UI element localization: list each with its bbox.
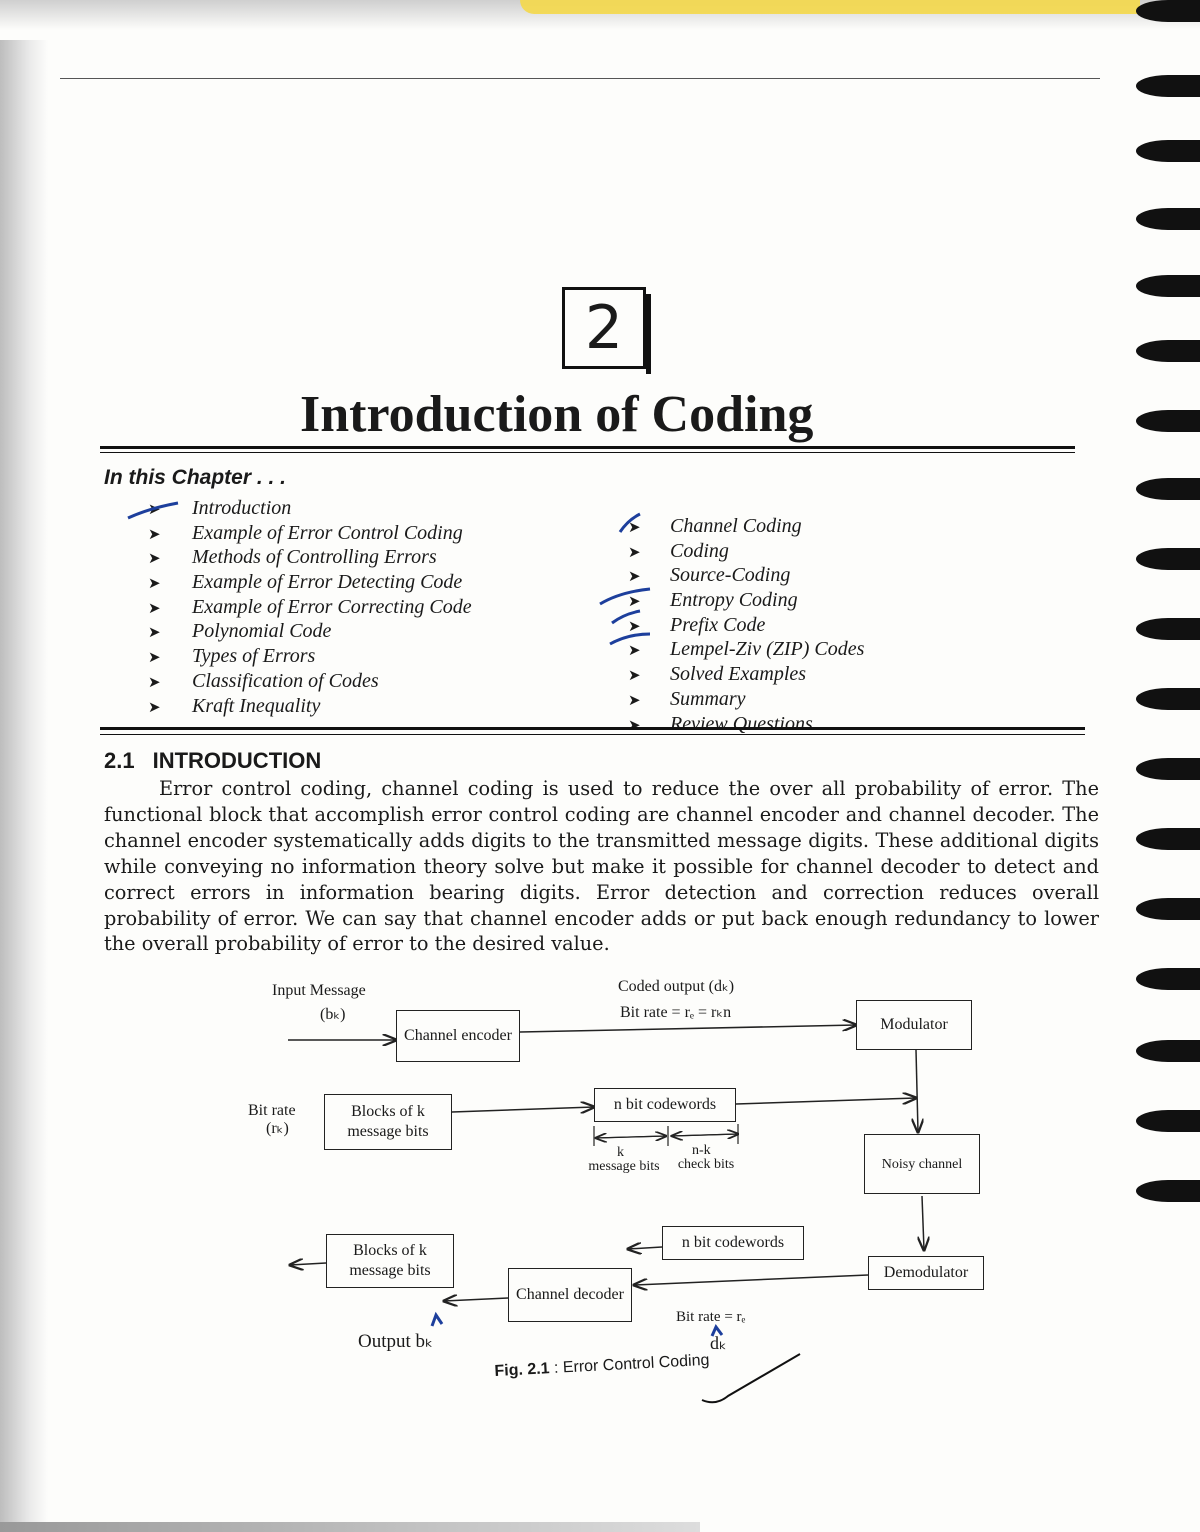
- arrow-bullet-icon: ➤: [628, 594, 641, 611]
- input-symbol-label: (bₖ): [320, 1006, 346, 1023]
- toc-item: ➤ Lempel-Ziv (ZIP) Codes: [628, 637, 864, 662]
- arrow-demodulator-decoder: [634, 1275, 868, 1285]
- input-message-label: Input Message: [272, 982, 366, 999]
- section-paragraph: Error control coding, channel coding is used to reduce the over all probability of error. The functional block that accomplish error control coding are channel encoder and channel decoder. The channel encoder systematically adds digits to the transmitted message digits. These additional digits while conveying no information theory solve but make it possible for channel decoder to detect and correct errors in information bearing digits. Error detection and correction reduces overall probability of error. We can say that channel encoder adds or put back enough redundancy to lower the overall probability of error to the desired value.: [104, 777, 1099, 956]
- toc-item: ➤ Polynomial Code: [148, 619, 472, 644]
- toc-item: ➤ Example of Error Control Coding: [148, 521, 472, 546]
- arrow-noisy-demodulator: [922, 1196, 924, 1250]
- bit-rate-left-symbol: (rₖ): [266, 1120, 289, 1137]
- arrow-encoder-modulator: [520, 1025, 856, 1032]
- toc-item: ➤ Source-Coding: [628, 563, 864, 588]
- message-bits-label: message bits: [588, 1159, 660, 1174]
- codewords-bottom-box: n bit codewords: [662, 1226, 804, 1260]
- check-bits-label: check bits: [677, 1157, 735, 1172]
- demodulator-box: Demodulator: [868, 1256, 984, 1290]
- blocks-top-box: Blocks of k message bits: [324, 1094, 452, 1150]
- arrow-bullet-icon: ➤: [148, 625, 161, 642]
- section-title: INTRODUCTION: [152, 748, 322, 773]
- toc-item: ➤ Introduction: [148, 496, 472, 521]
- figure-caption-label: Fig. 2.1: [494, 1360, 550, 1381]
- toc-item: ➤ Entropy Coding: [628, 588, 864, 613]
- bit-rate-bottom-label: Bit rate = rₑ: [676, 1309, 746, 1325]
- toc-item: ➤ Methods of Controlling Errors: [148, 545, 472, 570]
- arrow-bullet-icon: ➤: [148, 551, 161, 568]
- arrow-bullet-icon: ➤: [628, 544, 641, 561]
- chapter-number: 2: [562, 287, 646, 369]
- channel-encoder-box: Channel encoder: [396, 1010, 520, 1062]
- toc-item: ➤ Summary: [628, 687, 864, 712]
- nk-label: n-k: [692, 1143, 711, 1158]
- section-number: 2.1: [104, 748, 135, 773]
- arrow-bullet-icon: ➤: [148, 674, 161, 691]
- arrow-bullet-icon: ➤: [628, 643, 641, 660]
- arrow-bullet-icon: ➤: [148, 576, 161, 593]
- k-label: k: [617, 1145, 624, 1160]
- coded-output-label: Coded output (dₖ): [618, 978, 735, 995]
- arrow-bullet-icon: ➤: [148, 600, 161, 617]
- span-nk-arrow-back: [672, 1134, 738, 1136]
- arrow-blocks-out: [290, 1263, 326, 1265]
- arrow-bullet-icon: ➤: [148, 502, 161, 518]
- arrow-bullet-icon: ➤: [628, 717, 641, 734]
- arrow-bullet-icon: ➤: [628, 692, 641, 709]
- arrow-modulator-noisy: [916, 1050, 918, 1132]
- toc-item: ➤ Kraft Inequality: [148, 694, 472, 719]
- toc-heading: In this Chapter . . .: [104, 466, 287, 489]
- arrow-bullet-icon: ➤: [628, 668, 641, 685]
- bit-rate-top-label: Bit rate = rₑ = rₖn: [620, 1004, 732, 1021]
- bit-rate-left-label: Bit rate: [248, 1102, 296, 1119]
- arrow-bullet-icon: ➤: [148, 699, 161, 716]
- toc-item: ➤ Types of Errors: [148, 644, 472, 669]
- toc-item: ➤ Coding: [628, 539, 864, 564]
- arrow-blocks-codewords: [452, 1107, 594, 1112]
- toc-item: ➤ Review Questions: [628, 712, 864, 737]
- arrow-codewords-bottom: [628, 1247, 662, 1249]
- arrow-bullet-icon: ➤: [148, 526, 161, 543]
- toc-item: ➤ Solved Examples: [628, 662, 864, 687]
- toc-item: ➤ Channel Coding: [628, 514, 864, 539]
- toc-item: ➤ Example of Error Correcting Code: [148, 595, 472, 620]
- codewords-top-box: n bit codewords: [594, 1088, 736, 1122]
- arrow-bullet-icon: ➤: [628, 520, 641, 536]
- figure-caption-text: : Error Control Coding: [549, 1351, 710, 1378]
- channel-decoder-box: Channel decoder: [508, 1268, 632, 1322]
- arrow-decoder-output: [444, 1298, 508, 1301]
- arrow-bullet-icon: ➤: [628, 569, 641, 586]
- modulator-box: Modulator: [856, 1000, 972, 1050]
- toc-item: ➤ Classification of Codes: [148, 669, 472, 694]
- toc-item: ➤ Example of Error Detecting Code: [148, 570, 472, 595]
- toc-item: ➤ Prefix Code: [628, 613, 864, 638]
- output-label: Output bₖ: [358, 1331, 434, 1352]
- span-k-arrow-back: [596, 1136, 666, 1138]
- arrow-bullet-icon: ➤: [148, 650, 161, 667]
- noisy-channel-box: Noisy channel: [864, 1134, 980, 1194]
- chapter-title: Introduction of Coding: [300, 386, 814, 443]
- blocks-bottom-box: Blocks of k message bits: [326, 1234, 454, 1288]
- arrow-codewords-right: [736, 1098, 916, 1104]
- dk-label: dₖ: [710, 1333, 727, 1353]
- arrow-bullet-icon: ➤: [628, 618, 641, 635]
